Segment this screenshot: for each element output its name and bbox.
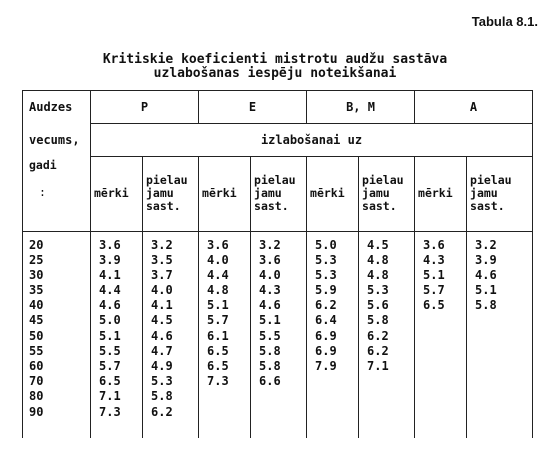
table-cell: 5.8 (475, 298, 497, 313)
table-cell: 35 (29, 283, 44, 298)
coefficients-table (22, 90, 533, 438)
species-header-p: P (91, 91, 199, 124)
col-header-label: jamu (470, 186, 498, 201)
p-pielau-column (143, 231, 199, 438)
table-cell: 50 (29, 328, 44, 343)
table-cell (367, 389, 414, 404)
col-header-label: jamu (146, 186, 174, 201)
col-header-label: pielau (362, 173, 404, 188)
table-cell: 3.6 (207, 237, 229, 252)
table-cell: 25 (29, 252, 44, 267)
table-cell: 6.5 (99, 374, 121, 389)
table-cell: 5.7 (423, 283, 445, 298)
table-cell: 7.1 (367, 359, 389, 373)
table-cell: 4.6 (99, 298, 121, 313)
col-header-label: mērki (310, 186, 345, 201)
table-cell: 4.0 (259, 267, 281, 282)
table-cell (475, 389, 532, 404)
table-cell: 6.9 (315, 343, 337, 358)
table-cell: 3.9 (475, 252, 497, 267)
table-cell: 4.4 (207, 267, 229, 282)
table-cell: 4.8 (207, 283, 229, 298)
table-cell: 3.6 (99, 237, 121, 252)
row-label-audzes: Audzes (23, 91, 91, 124)
table-cell: 5.8 (151, 389, 173, 404)
e-pielau-column (251, 231, 307, 438)
table-cell: 4.9 (151, 359, 173, 373)
subheader-izlabosanai: izlabošanai uz (91, 124, 533, 157)
table-cell: 4.7 (151, 343, 173, 358)
table-cell (475, 329, 532, 344)
table-cell (475, 359, 532, 374)
table-cell: 5.7 (99, 359, 121, 373)
table-cell: 5.5 (99, 343, 121, 358)
table-cell (423, 389, 466, 404)
row-label-gadi (23, 157, 91, 232)
table-cell: 6.9 (315, 328, 337, 343)
table-title-line-2: uzlabošanas iespēju noteikšanai (153, 66, 397, 81)
table-cell: 5.6 (367, 298, 389, 313)
table-cell: 80 (29, 389, 44, 404)
table-cell (475, 344, 532, 359)
table-cell: 3.2 (259, 237, 281, 252)
col-header-label: jamu (362, 186, 390, 201)
table-cell: 4.5 (151, 313, 173, 328)
col-header-label: mērki (94, 186, 129, 201)
table-cell (423, 374, 466, 389)
table-cell: 4.0 (207, 252, 229, 267)
table-cell: 7.9 (315, 359, 337, 373)
table-cell: 3.2 (151, 237, 173, 252)
species-header-bm: B, M (307, 91, 415, 124)
table-cell (423, 344, 466, 359)
table-cell: 5.0 (315, 237, 337, 252)
e-merki-column (199, 231, 251, 438)
table-cell: 5.3 (367, 283, 389, 298)
table-cell: 5.1 (99, 328, 121, 343)
table-cell: 4.6 (475, 267, 497, 282)
table-cell (315, 374, 358, 389)
table-cell: 3.7 (151, 267, 173, 282)
table-cell: 4.4 (99, 283, 121, 298)
table-cell: 20 (29, 237, 44, 252)
table-cell: 6.2 (315, 298, 337, 313)
table-cell (367, 374, 414, 389)
table-cell: 3.9 (99, 252, 121, 267)
table-cell: 4.3 (423, 252, 445, 267)
table-cell: 5.3 (151, 374, 173, 389)
table-cell: 5.8 (367, 313, 389, 328)
table-cell: 70 (29, 374, 44, 389)
table-cell (475, 374, 532, 389)
table-cell: 7.3 (207, 374, 229, 389)
col-header-label: sast. (146, 199, 181, 214)
col-header-p-pielau (143, 157, 199, 232)
table-cell: 6.4 (315, 313, 337, 328)
table-cell (423, 329, 466, 344)
table-cell (315, 389, 358, 404)
col-header-bm-merki (307, 157, 359, 232)
row-label-colon: : (39, 184, 46, 199)
table-cell: 40 (29, 298, 44, 313)
a-merki-column (415, 231, 467, 438)
col-header-label: pielau (254, 173, 296, 188)
bm-pielau-column (359, 231, 415, 438)
table-cell: 5.9 (315, 283, 337, 298)
row-label-vecums: vecums, (23, 124, 91, 157)
table-cell: 6.5 (207, 359, 229, 373)
species-header-e: E (199, 91, 307, 124)
table-cell (475, 405, 532, 420)
table-cell: 3.6 (423, 237, 445, 252)
col-header-label: sast. (362, 199, 397, 214)
table-cell: 5.8 (259, 359, 281, 373)
col-header-p-merki (91, 157, 143, 232)
table-cell: 6.6 (259, 374, 281, 389)
table-cell: 3.5 (151, 252, 173, 267)
table-cell: 5.5 (259, 328, 281, 343)
table-cell: 6.2 (367, 328, 389, 343)
table-cell: 6.1 (207, 328, 229, 343)
table-cell: 45 (29, 313, 44, 328)
table-cell: 5.1 (423, 267, 445, 282)
col-header-e-merki (199, 157, 251, 232)
bm-merki-column (307, 231, 359, 438)
table-cell: 4.6 (151, 328, 173, 343)
col-header-e-pielau (251, 157, 307, 232)
col-header-label: pielau (470, 173, 512, 188)
col-header-label: mērki (202, 186, 237, 201)
col-header-a-pielau (467, 157, 533, 232)
table-cell: 90 (29, 404, 44, 419)
col-header-label: sast. (470, 199, 505, 214)
table-cell: 5.3 (315, 267, 337, 282)
table-cell: 5.7 (207, 313, 229, 328)
table-caption: Tabula 8.1. (471, 14, 538, 29)
table-cell: 4.0 (151, 283, 173, 298)
table-cell: 3.6 (259, 252, 281, 267)
table-cell (207, 389, 250, 404)
table-cell: 5.3 (315, 252, 337, 267)
col-header-bm-pielau (359, 157, 415, 232)
table-cell: 6.5 (207, 343, 229, 358)
table-title-line-1: Kritiskie koeficienti mistrotu audžu sastāva (102, 52, 448, 67)
table-cell: 4.1 (99, 267, 121, 282)
table-cell: 4.3 (259, 283, 281, 298)
row-label-gadi-text: gadi (29, 157, 57, 172)
table-cell: 4.5 (367, 237, 389, 252)
table-cell (423, 359, 466, 374)
table-cell: 5.8 (259, 343, 281, 358)
table-cell (423, 405, 466, 420)
table-cell: 5.1 (259, 313, 281, 328)
table-cell: 4.6 (259, 298, 281, 313)
table-cell: 6.5 (423, 298, 445, 313)
col-header-label: jamu (254, 186, 282, 201)
a-pielau-column (467, 231, 533, 438)
table-cell: 5.1 (475, 283, 497, 298)
table-cell: 3.2 (475, 237, 497, 252)
p-merki-column (91, 231, 143, 438)
col-header-label: pielau (146, 173, 188, 188)
table-cell (367, 405, 414, 420)
col-header-label: sast. (254, 199, 289, 214)
table-cell (475, 313, 532, 328)
table-cell (259, 405, 306, 420)
table-cell: 6.2 (367, 343, 389, 358)
table-cell: 60 (29, 359, 44, 373)
col-header-label: mērki (418, 186, 453, 201)
table-cell: 5.0 (99, 313, 121, 328)
table-cell: 55 (29, 343, 44, 358)
col-header-a-merki (415, 157, 467, 232)
table-cell: 7.1 (99, 389, 121, 404)
table-cell (423, 313, 466, 328)
table-cell: 5.1 (207, 298, 229, 313)
table-cell: 4.1 (151, 298, 173, 313)
table-cell: 7.3 (99, 404, 121, 419)
table-cell: 6.2 (151, 404, 173, 419)
table-cell: 4.8 (367, 267, 389, 282)
species-header-a: A (415, 91, 533, 124)
table-cell: 4.8 (367, 252, 389, 267)
table-cell (207, 405, 250, 420)
table-cell: 30 (29, 267, 44, 282)
ages-column (23, 231, 91, 438)
table-cell (259, 389, 306, 404)
table-cell (315, 405, 358, 420)
